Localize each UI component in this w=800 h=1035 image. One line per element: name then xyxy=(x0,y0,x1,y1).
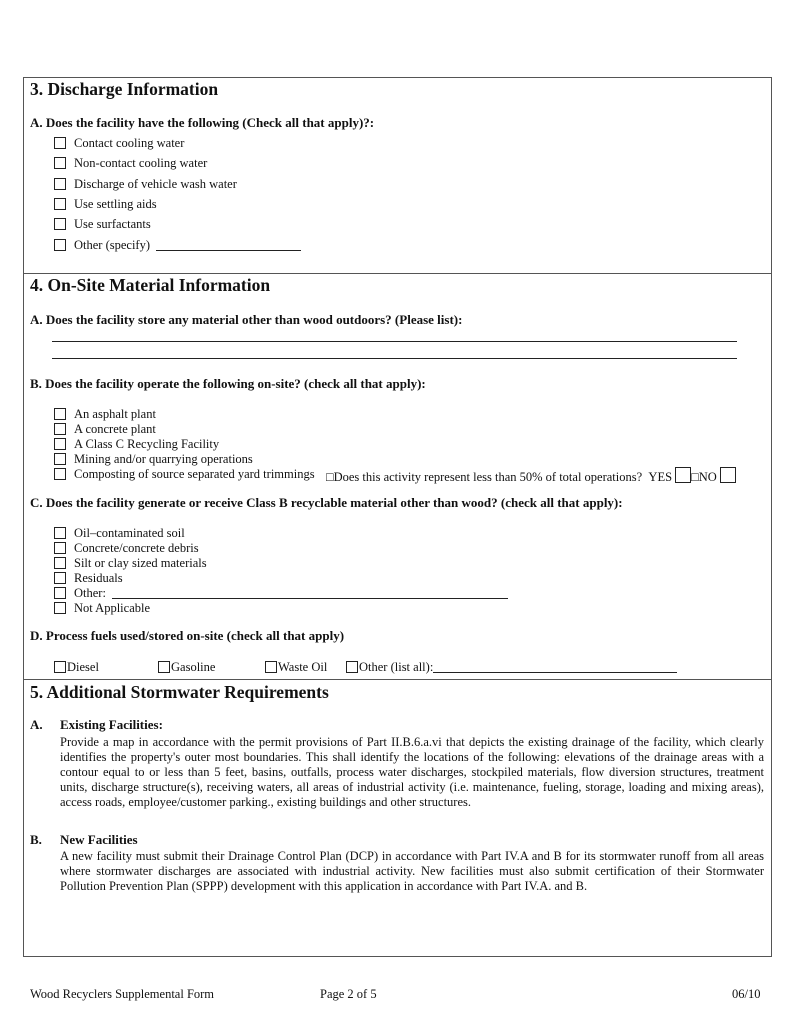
checkbox[interactable] xyxy=(54,453,66,465)
checkbox-label: Oil–contaminated soil xyxy=(74,526,185,540)
checkbox-label: Use surfactants xyxy=(74,217,151,232)
label: Other (list all): xyxy=(359,660,434,674)
question-3a: A. Does the facility have the following (Check all that apply)?: xyxy=(30,115,375,130)
checkbox-item[interactable] xyxy=(54,177,237,192)
checkbox[interactable] xyxy=(54,661,66,673)
checkbox-item[interactable] xyxy=(54,571,123,586)
checkbox-label: Discharge of vehicle wash water xyxy=(74,176,237,191)
section-5b-label: B. xyxy=(30,832,42,847)
checkbox[interactable] xyxy=(54,157,66,169)
checkbox[interactable] xyxy=(54,587,66,599)
fuel-gasoline[interactable] xyxy=(158,660,215,675)
checkbox[interactable] xyxy=(54,557,66,569)
no-checkbox[interactable] xyxy=(720,467,736,483)
checkbox[interactable] xyxy=(346,661,358,673)
fuel-waste-oil[interactable] xyxy=(265,660,327,675)
label: Waste Oil xyxy=(278,660,328,674)
checkbox-label: Use settling aids xyxy=(74,196,157,211)
checkbox-item[interactable] xyxy=(54,586,508,601)
checkbox-label: Mining and/or quarrying operations xyxy=(74,452,253,466)
answer-line[interactable] xyxy=(52,358,737,359)
checkbox-label: Concrete/concrete debris xyxy=(74,541,199,555)
yes-label: YES xyxy=(648,470,673,484)
section-5b-title: New Facilities xyxy=(60,832,138,847)
checkbox[interactable] xyxy=(54,408,66,420)
checkbox-label: An asphalt plant xyxy=(74,407,156,421)
checkbox-label: Contact cooling water xyxy=(74,136,185,150)
checkbox-label: Composting of source separated yard trimmings xyxy=(74,467,315,481)
other-fuel-input[interactable] xyxy=(433,672,677,673)
checkbox-item[interactable] xyxy=(54,526,185,541)
label: Diesel xyxy=(67,660,99,674)
checkbox[interactable] xyxy=(265,661,277,673)
section-5-title: 5. Additional Stormwater Requirements xyxy=(30,682,329,702)
footer-page-number: Page 2 of 5 xyxy=(320,987,377,1001)
checkbox-item[interactable] xyxy=(54,556,207,571)
checkbox[interactable] xyxy=(54,198,66,210)
checkbox-label: Residuals xyxy=(74,571,123,585)
section-5a-label: A. xyxy=(30,717,43,732)
checkbox[interactable] xyxy=(54,542,66,554)
question-4a: A. Does the facility store any material other than wood outdoors? (Please list): xyxy=(30,312,463,327)
other-specify-input[interactable] xyxy=(156,250,301,251)
checkbox[interactable] xyxy=(158,661,170,673)
subquestion-text: Does this activity represent less than 50% of total operations? xyxy=(333,470,643,484)
checkbox-label: A Class C Recycling Facility xyxy=(74,437,220,451)
checkbox-item[interactable] xyxy=(54,467,315,482)
footer-date: 06/10 xyxy=(732,987,761,1001)
checkbox-label: Silt or clay sized materials xyxy=(74,556,207,570)
fuel-diesel[interactable] xyxy=(54,660,99,675)
section-5b-text: A new facility must submit their Drainage Control Plan (DCP) in accordance with Part IV.A and B for its stormwater runoff from all areas where stormwater discharges are associated with industrial activity. New facilities must also submit certification of their Stormwater Pollution Prevention Plan (SPPP) development with this application in accordance with Part IV.A. and B. xyxy=(60,849,764,893)
no-label: NO xyxy=(698,470,717,484)
section-5a-title: Existing Facilities: xyxy=(60,717,163,732)
checkbox[interactable] xyxy=(54,239,66,251)
section-4-title: 4. On-Site Material Information xyxy=(30,275,271,295)
label: Gasoline xyxy=(171,660,216,674)
question-4d: D. Process fuels used/stored on-site (check all that apply) xyxy=(30,628,345,643)
checkbox-label: A concrete plant xyxy=(74,422,156,436)
checkbox-label: Other (specify) xyxy=(74,237,151,252)
checkbox[interactable] xyxy=(54,218,66,230)
checkbox-label: Non-contact cooling water xyxy=(74,156,208,171)
checkbox-item[interactable] xyxy=(54,437,219,452)
checkbox-item[interactable] xyxy=(54,407,156,422)
checkbox[interactable] xyxy=(54,137,66,149)
checkbox[interactable] xyxy=(54,572,66,584)
yes-checkbox[interactable] xyxy=(675,467,691,483)
checkbox-item[interactable] xyxy=(54,136,184,151)
fuel-other[interactable] xyxy=(346,660,677,675)
checkbox[interactable] xyxy=(54,527,66,539)
checkbox-item[interactable] xyxy=(54,197,157,212)
checkbox-item[interactable] xyxy=(54,156,207,171)
checkbox[interactable] xyxy=(54,468,66,480)
checkbox-label: Not Applicable xyxy=(74,601,151,615)
checkbox-item[interactable] xyxy=(54,452,253,467)
composting-subquestion: □Does this activity represent less than 50% of total operations? YES □NO xyxy=(326,467,736,485)
divider xyxy=(23,679,772,680)
section-3-title: 3. Discharge Information xyxy=(30,79,219,99)
checkbox-item[interactable] xyxy=(54,422,156,437)
checkbox-label: Other: xyxy=(74,586,106,600)
divider xyxy=(23,273,772,274)
answer-line[interactable] xyxy=(52,341,737,342)
section-5a-text: Provide a map in accordance with the permit provisions of Part II.B.6.a.vi that depicts the existing drainage of the facility, which clearly identifies the property's outer most boundaries. This shall identify the locations of the following: elevations of the drainage areas with a contour equal to or less than 5 feet, basins, outfalls, process water discharges, stockpiled materials, flow diversion structures, treatment units, discharge structure(s), receiving waters, all areas of industrial activity (i.e. maintenance, fueling, storage, loading and mixing areas), access roads, employee/customer parking., existing buildings and other structures. xyxy=(60,735,764,809)
checkbox[interactable] xyxy=(54,602,66,614)
question-4b: B. Does the facility operate the following on-site? (check all that apply): xyxy=(30,376,426,391)
checkbox-item[interactable] xyxy=(54,238,301,253)
checkbox-item[interactable] xyxy=(54,217,151,232)
checkbox[interactable] xyxy=(54,423,66,435)
question-4c: C. Does the facility generate or receive Class B recyclable material other than wood? (check all that apply): xyxy=(30,495,623,510)
checkbox-item[interactable] xyxy=(54,541,199,556)
other-material-input[interactable] xyxy=(112,598,508,599)
footer-form-name: Wood Recyclers Supplemental Form xyxy=(30,987,215,1001)
checkbox-item[interactable] xyxy=(54,601,150,616)
checkbox[interactable] xyxy=(54,178,66,190)
checkbox[interactable] xyxy=(54,438,66,450)
